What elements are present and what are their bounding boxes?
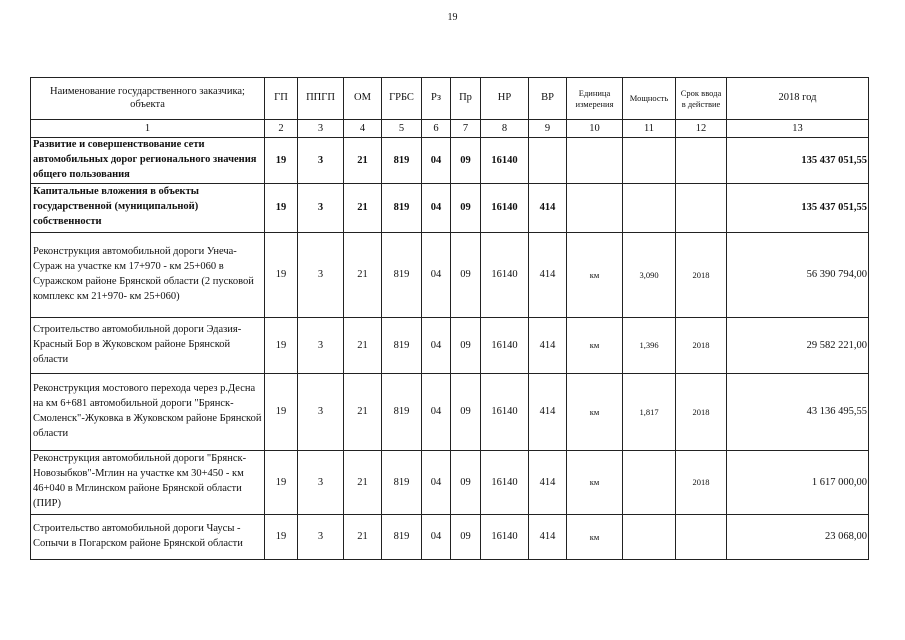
amount-cell: 23 068,00 (727, 514, 869, 559)
header-cell: Мощность (623, 78, 676, 120)
vr-cell: 414 (529, 514, 567, 559)
om-cell: 21 (344, 183, 382, 232)
power-cell (623, 450, 676, 514)
header-cell: НР (481, 78, 529, 120)
column-number: 7 (451, 120, 481, 138)
ppgp-cell: 3 (298, 138, 344, 184)
ppgp-cell: 3 (298, 373, 344, 450)
gp-cell: 19 (265, 317, 298, 373)
amount-cell: 1 617 000,00 (727, 450, 869, 514)
amount-cell: 135 437 051,55 (727, 138, 869, 184)
amount-cell: 43 136 495,55 (727, 373, 869, 450)
column-number: 11 (623, 120, 676, 138)
column-number: 6 (422, 120, 451, 138)
header-cell: Пр (451, 78, 481, 120)
header-cell: 2018 год (727, 78, 869, 120)
gp-cell: 19 (265, 232, 298, 317)
grbs-cell: 819 (382, 232, 422, 317)
nr-cell: 16140 (481, 450, 529, 514)
nr-cell: 16140 (481, 232, 529, 317)
om-cell: 21 (344, 373, 382, 450)
unit-cell: км (567, 450, 623, 514)
pr-cell: 09 (451, 232, 481, 317)
header-cell: ВР (529, 78, 567, 120)
vr-cell (529, 138, 567, 184)
pr-cell: 09 (451, 183, 481, 232)
amount-cell: 135 437 051,55 (727, 183, 869, 232)
pr-cell: 09 (451, 138, 481, 184)
grbs-cell: 819 (382, 514, 422, 559)
grbs-cell: 819 (382, 138, 422, 184)
header-cell: ОМ (344, 78, 382, 120)
table-row (31, 514, 869, 559)
nr-cell: 16140 (481, 514, 529, 559)
power-cell: 1,817 (623, 373, 676, 450)
header-cell: Срок ввода в действие (676, 78, 727, 120)
object-name-cell: Строительство автомобильной дороги Эдазия-Красный Бор в Жуковском районе Брянской области (31, 317, 265, 373)
pr-cell: 09 (451, 514, 481, 559)
gp-cell: 19 (265, 450, 298, 514)
header-cell: Рз (422, 78, 451, 120)
amount-cell: 56 390 794,00 (727, 232, 869, 317)
unit-cell (567, 138, 623, 184)
power-cell: 1,396 (623, 317, 676, 373)
table-row (31, 183, 869, 232)
power-cell (623, 514, 676, 559)
power-cell (623, 183, 676, 232)
column-number: 8 (481, 120, 529, 138)
om-cell: 21 (344, 317, 382, 373)
om-cell: 21 (344, 232, 382, 317)
object-name-cell: Развитие и совершенствование сети автомобильных дорог регионального значения общего пользования (31, 138, 265, 184)
rz-cell: 04 (422, 232, 451, 317)
om-cell: 21 (344, 138, 382, 184)
object-name-cell: Реконструкция автомобильной дороги Унеча-Сураж на участке км 17+970 - км 25+060 в Суражском районе Брянской области (2 пусковой комплекс км 21+970- км 25+060) (31, 232, 265, 317)
unit-cell (567, 183, 623, 232)
table-row (31, 317, 869, 373)
object-name-cell: Реконструкция мостового перехода через р.Десна на км 6+681 автомобильной дороги "Брянск-Смоленск"-Жуковка в Жуковском районе Брянской области (31, 373, 265, 450)
column-number: 13 (727, 120, 869, 138)
object-name-cell: Капитальные вложения в объекты государственной (муниципальной) собственности (31, 183, 265, 232)
om-cell: 21 (344, 450, 382, 514)
rz-cell: 04 (422, 183, 451, 232)
grbs-cell: 819 (382, 373, 422, 450)
unit-cell: км (567, 514, 623, 559)
rz-cell: 04 (422, 373, 451, 450)
column-number: 4 (344, 120, 382, 138)
pr-cell: 09 (451, 450, 481, 514)
column-number: 3 (298, 120, 344, 138)
table-row (31, 450, 869, 514)
pr-cell: 09 (451, 373, 481, 450)
om-cell: 21 (344, 514, 382, 559)
term-cell (676, 183, 727, 232)
table-row (31, 232, 869, 317)
vr-cell: 414 (529, 317, 567, 373)
nr-cell: 16140 (481, 373, 529, 450)
column-number: 9 (529, 120, 567, 138)
grbs-cell: 819 (382, 183, 422, 232)
ppgp-cell: 3 (298, 232, 344, 317)
vr-cell: 414 (529, 232, 567, 317)
power-cell (623, 138, 676, 184)
term-cell: 2018 (676, 232, 727, 317)
object-name-cell: Строительство автомобильной дороги Чаусы - Сопычи в Погарском районе Брянской области (31, 514, 265, 559)
header-cell: ППГП (298, 78, 344, 120)
nr-cell: 16140 (481, 138, 529, 184)
gp-cell: 19 (265, 183, 298, 232)
pr-cell: 09 (451, 317, 481, 373)
column-number: 5 (382, 120, 422, 138)
vr-cell: 414 (529, 183, 567, 232)
term-cell (676, 138, 727, 184)
column-number-row (31, 120, 869, 138)
header-cell: Единица измерения (567, 78, 623, 120)
rz-cell: 04 (422, 514, 451, 559)
ppgp-cell: 3 (298, 317, 344, 373)
header-row (31, 78, 869, 120)
unit-cell: км (567, 317, 623, 373)
term-cell (676, 514, 727, 559)
ppgp-cell: 3 (298, 514, 344, 559)
amount-cell: 29 582 221,00 (727, 317, 869, 373)
power-cell: 3,090 (623, 232, 676, 317)
gp-cell: 19 (265, 514, 298, 559)
term-cell: 2018 (676, 373, 727, 450)
header-cell: Наименование государственного заказчика; объекта (31, 78, 265, 120)
nr-cell: 16140 (481, 183, 529, 232)
vr-cell: 414 (529, 450, 567, 514)
rz-cell: 04 (422, 317, 451, 373)
rz-cell: 04 (422, 450, 451, 514)
header-cell: ГРБС (382, 78, 422, 120)
table-row (31, 373, 869, 450)
rz-cell: 04 (422, 138, 451, 184)
column-number: 10 (567, 120, 623, 138)
term-cell: 2018 (676, 317, 727, 373)
vr-cell: 414 (529, 373, 567, 450)
header-cell: ГП (265, 78, 298, 120)
page-number: 19 (447, 12, 458, 23)
unit-cell: км (567, 373, 623, 450)
ppgp-cell: 3 (298, 450, 344, 514)
column-number: 2 (265, 120, 298, 138)
table-row (31, 138, 869, 184)
column-number: 12 (676, 120, 727, 138)
object-name-cell: Реконструкция автомобильной дороги "Брянск-Новозыбков"-Мглин на участке км 30+450 - км 46+040 в Мглинском районе Брянской области (ПИР) (31, 450, 265, 514)
table-body (31, 138, 869, 560)
gp-cell: 19 (265, 138, 298, 184)
ppgp-cell: 3 (298, 183, 344, 232)
nr-cell: 16140 (481, 317, 529, 373)
term-cell: 2018 (676, 450, 727, 514)
budget-table (30, 77, 869, 560)
column-number: 1 (31, 120, 265, 138)
unit-cell: км (567, 232, 623, 317)
grbs-cell: 819 (382, 450, 422, 514)
grbs-cell: 819 (382, 317, 422, 373)
gp-cell: 19 (265, 373, 298, 450)
